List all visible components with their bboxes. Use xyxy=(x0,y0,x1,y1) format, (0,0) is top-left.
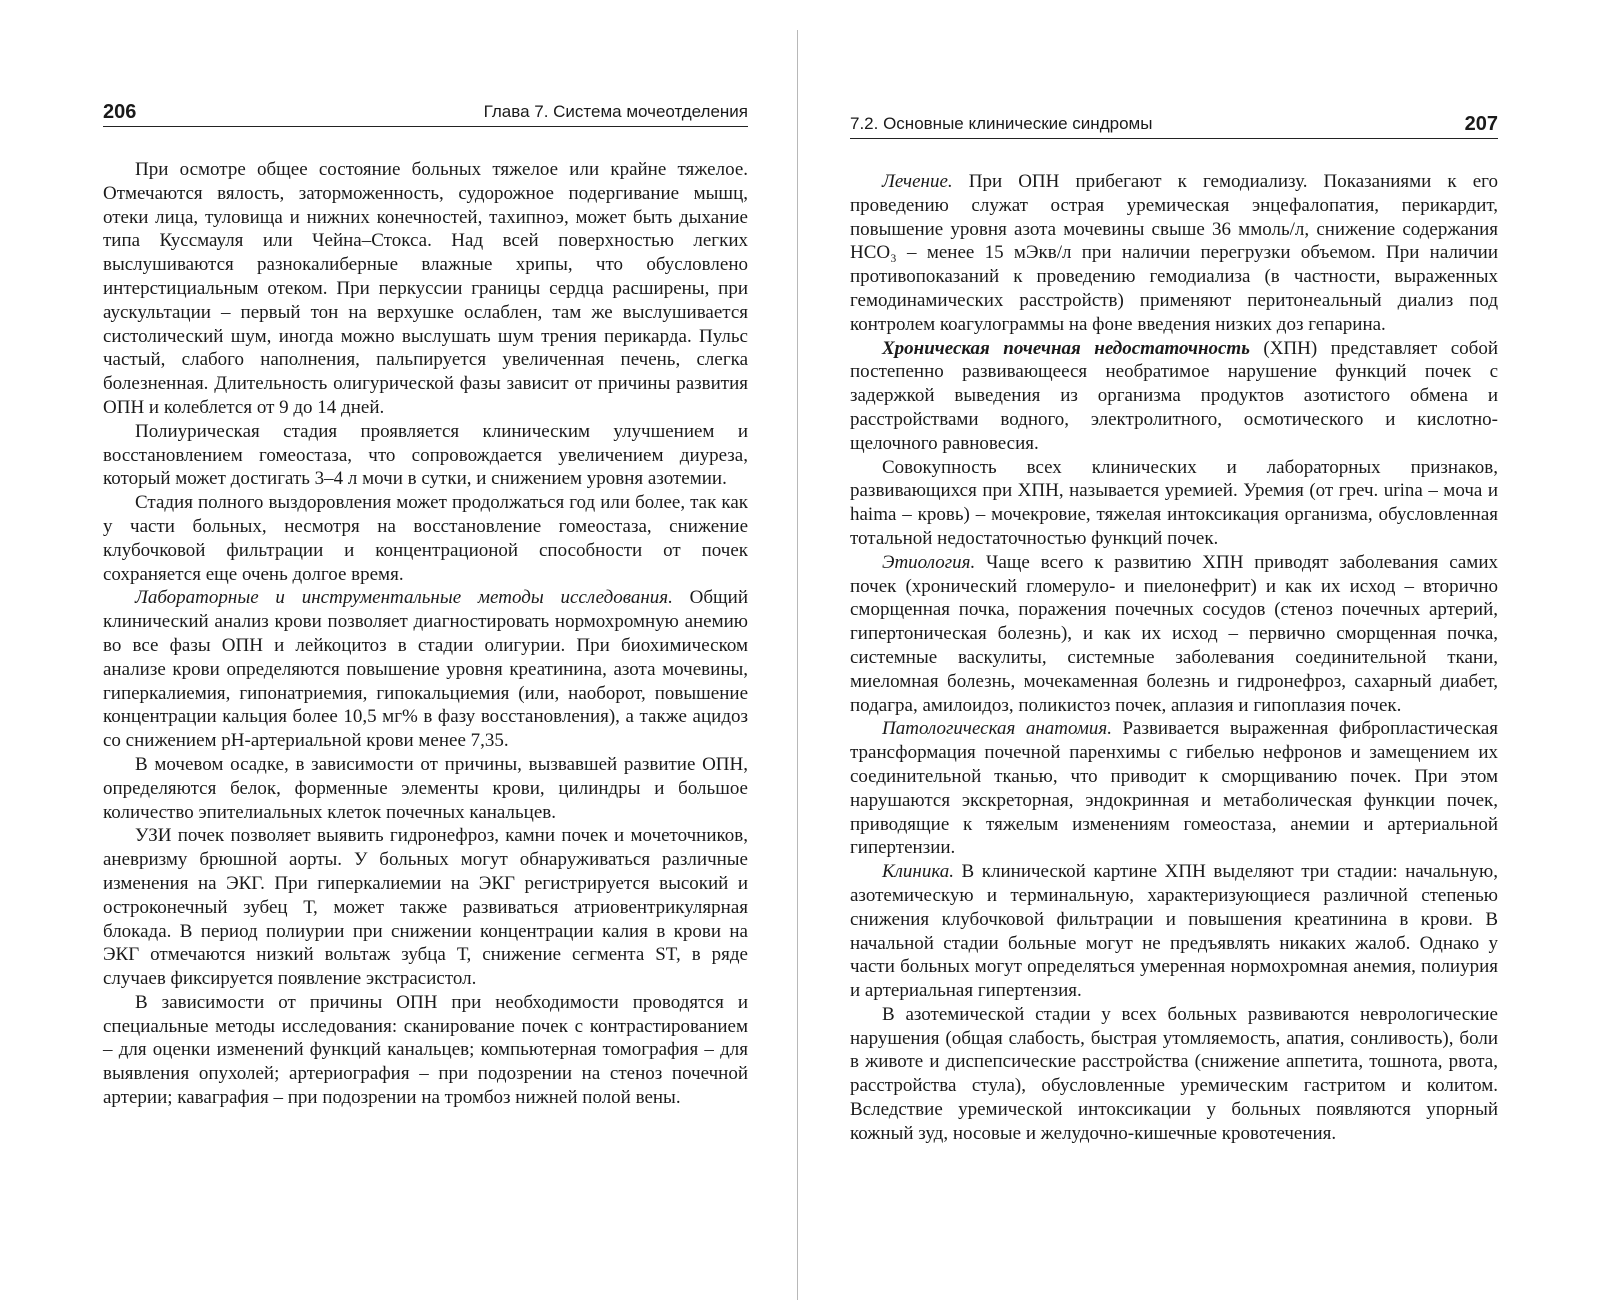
paragraph-clinic-lead: Клиника. xyxy=(882,861,954,883)
paragraph-urine-sediment: В мочевом осадке, в зависимости от причины, вызвавшей развитие ОПН, определяются белок, форменные элементы крови, цилиндры и большое количество эпителиальных клеток почечных канальцев. xyxy=(103,753,748,823)
paragraph-polyuric-stage: Полиурическая стадия проявляется клиническим улучшением и восстановлением гомеостаза, что сопровождается увеличением диуреза, который может достигать 3–4 л мочи в сутки, и снижением уровня азотемии. xyxy=(103,420,748,490)
paragraph-pathology xyxy=(850,717,1498,860)
paragraph-recovery-stage: Стадия полного выздоровления может продолжаться год или более, так как у части больных, несмотря на восстановление гомеостаза, снижение клубочковой фильтрации и концентрационой способности от почек сохраняется еще очень долгое время. xyxy=(103,492,748,585)
running-head-left: Глава 7. Система мочеотделения xyxy=(483,102,748,121)
running-head-right: 7.2. Основные клинические синдромы xyxy=(850,114,1153,133)
paragraph-azotemic-stage: В азотемической стадии у всех больных развиваются неврологические нарушения (общая слабость, быстрая утомляемость, апатия, сонливость), боли в животе и диспепсические расстройства (снижение аппетита, тошнота, рвота, расстройства стула), обусловленные уремическим гастритом и колитом. Вследствие уремической интоксикации у больных появляются упорный кожный зуд, носовые и желудочно-кишечные кровотечения. xyxy=(850,1003,1498,1144)
left-text-column xyxy=(103,158,748,1110)
paragraph-lab-methods xyxy=(103,586,748,753)
paragraph-lab-methods-text: Общий клинический анализ крови позволяет диагностировать нормохромную анемию во все фазы ОПН и лейкоцитоз в стадии олигурии. При биохимическом анализе крови определяются повышение уровня креатинина, азота мочевины, гиперкалиемия, гипонатриемия, гипокальциемия (или, наоборот, повышение концентрации кальция более 10,5 мг% в фазу восстановления), а также ацидоз со снижением pH-артериальной крови менее 7,35. xyxy=(103,587,748,752)
paragraph-lab-methods-lead: Лабораторные и инструментальные методы исследования. xyxy=(135,587,673,609)
paragraph-treatment-lead: Лечение. xyxy=(882,171,953,192)
paragraph-pathology-lead: Патологическая анатомия. xyxy=(882,718,1112,740)
term-chronic-renal-failure: Хроническая почечная недостаточность xyxy=(882,337,1250,359)
paragraph-etiology-text: Чаще всего к развитию ХПН приводят заболевания самих почек (хронический гломеруло- и пиелонефрит) и как их исход – вторично сморщенная почка, поражения почечных сосудов (стеноз почечных артерий, гипертоническая болезнь), и как их исход – первично сморщенная почка, системные васкулиты, системные заболевания соединительной ткани, миеломная болезнь, мочекаменная болезнь и гидронефроз, сахарный диабет, подагра, амилоидоз, поликистоз почек, аплазия и гипоплазия почек. xyxy=(850,551,1498,716)
paragraph-special-methods: В зависимости от причины ОПН при необходимости проводятся и специальные методы исследования: сканирование почек с контрастированием – для оценки изменений функций канальцев; компьютерная томография – для выявления опухолей; артериография – при подозрении на стеноз почечной артерии; каваграфия – при подозрении на тромбоз нижней полой вены. xyxy=(103,991,748,1109)
paragraph-uremia: Совокупность всех клинических и лабораторных признаков, развивающихся при ХПН, называется уремией. Уремия (от греч. urina – моча и haima – кровь) – мочекровие, тяжелая интоксикация организма, обусловленная тотальной недостаточностью функций почек. xyxy=(850,456,1498,549)
right-page xyxy=(800,0,1601,1309)
right-page-header xyxy=(850,108,1498,139)
paragraph-examination: При осмотре общее состояние больных тяжелое или крайне тяжелое. Отмечаются вялость, заторможенность, судорожное подергивание мышц, отеки лица, туловища и нижних конечностей, тахипноэ, может быть дыхание типа Куссмауля или Чейна–Стокса. Над всей поверхностью легких выслушиваются разнокалиберные влажные хрипы, что обусловлено интерстициальным отеком. При перкуссии границы сердца расширены, при аускультации – первый тон на верхушке ослаблен, там же выслушивается систолический шум, иногда можно выслушать шум трения перикарда. Пульс частый, слабого наполнения, пальпируется увеличенная печень, слегка болезненная. Длительность олигурической фазы зависит от причины развития ОПН и колеблется от 9 до 14 дней. xyxy=(103,159,748,418)
paragraph-crf-text: (ХПН) представляет собой постепенно развивающееся необратимое нарушение функций почек с задержкой выведения из организма продуктов азотистого обмена и расстройствами водного, электролитного, осмотического и кислотно-щелочного равновесия. xyxy=(850,337,1498,454)
paragraph-pathology-text: Развивается выраженная фибропластическая трансформация почечной паренхимы с гибелью нефронов и замещением их соединительной тканью, что приводит к сморщиванию почек. При этом нарушаются экскреторная, эндокринная и метаболическая функции почек, приводящие к тяжелым изменениям гомеостаза, анемии и артериальной гипертензии. xyxy=(850,718,1498,859)
page-number-right: 207 xyxy=(1464,113,1498,135)
paragraph-treatment-text: При ОПН прибегают к гемодиализу. Показаниями к его проведению служат острая уремическая энцефалопатия, перикардит, повышение уровня азота мочевины свыше 36 ммоль/л, снижение содержания НСО₃ – менее 15 мЭкв/л при наличии перегрузки объемом. При наличии противопоказаний к проведению гемодиализа (в частности, выраженных гемодинамических расстройств) применяют перитонеальный диализ под контролем коагулограммы на фоне введения низких доз гепарина. xyxy=(850,171,1498,335)
paragraph-etiology-lead: Этиология. xyxy=(882,551,976,573)
right-text-column xyxy=(850,170,1498,1146)
left-page-header xyxy=(103,96,748,127)
paragraph-treatment xyxy=(850,170,1498,337)
paragraph-etiology xyxy=(850,551,1498,718)
paragraph-ultrasound-ecg: УЗИ почек позволяет выявить гидронефроз, камни почек и мочеточников, аневризму брюшной аорты. У больных могут обнаруживаться различные изменения на ЭКГ. При гиперкалиемии на ЭКГ регистрируется высокий и остроконечный зубец Т, может также развиваться атриовентрикулярная блокада. В период полиурии при снижении концентрации калия в крови на ЭКГ отмечаются низкий вольтаж зубца Т, снижение сегмента ST, в ряде случаев фиксируется появление экстрасистол. xyxy=(103,825,748,990)
left-page xyxy=(0,0,800,1309)
paragraph-clinic xyxy=(850,860,1498,1003)
paragraph-chronic-renal-failure xyxy=(850,337,1498,456)
paragraph-clinic-text: В клинической картине ХПН выделяют три стадии: начальную, азотемическую и терминальную, характеризующиеся различной степенью снижения клубочковой фильтрации и повышения креатинина в крови. В начальной стадии больные могут не предъявлять никаких жалоб. Однако у части больных могут определяться умеренная нормохромная анемия, полиурия и артериальная гипертензия. xyxy=(850,861,1498,1002)
page-number-left: 206 xyxy=(103,101,137,123)
